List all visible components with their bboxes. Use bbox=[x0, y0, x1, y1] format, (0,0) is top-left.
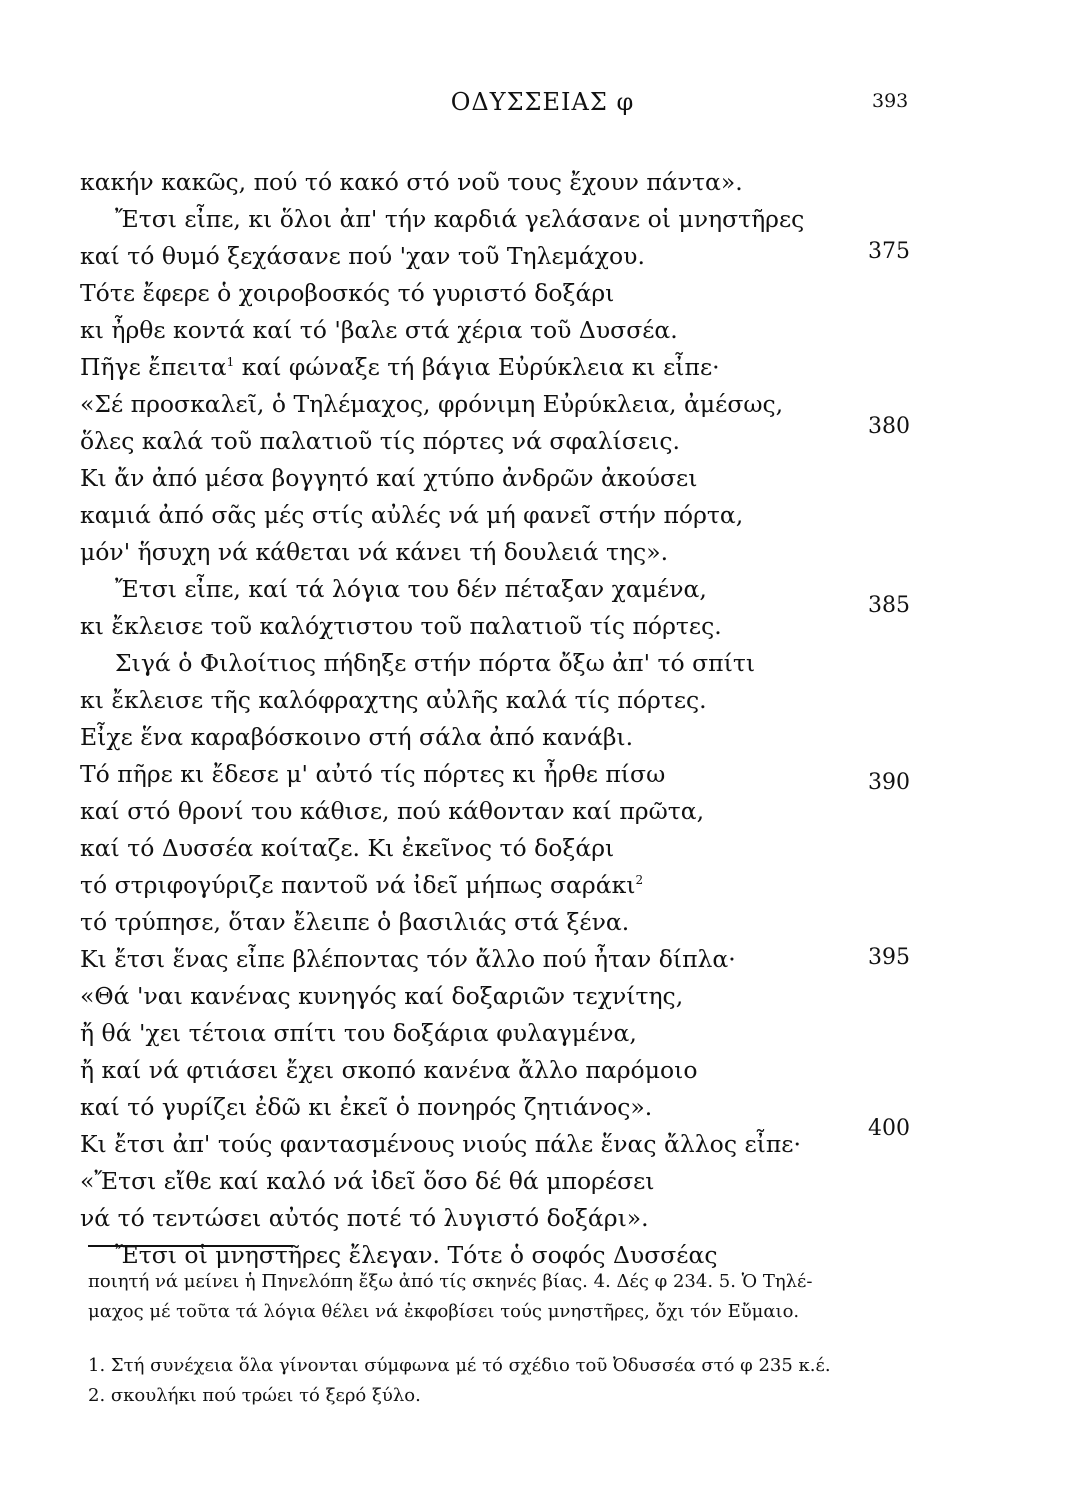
verse-line: ἤ καί νά φτιάσει ἔχει σκοπό κανένα ἄλλο παρόμοιο bbox=[80, 1056, 698, 1084]
verse-line: καί τό Δυσσέα κοίταζε. Κι ἐκεῖνος τό δοξάρι bbox=[80, 834, 615, 862]
line-number: 395 bbox=[868, 945, 910, 970]
line-number: 385 bbox=[868, 593, 910, 618]
footnote-ref: 1 bbox=[226, 355, 235, 370]
page-number: 393 bbox=[872, 90, 909, 112]
verse-line: καί στό θρονί του κάθισε, πού κάθονταν καί πρῶτα, bbox=[80, 797, 705, 825]
verse-line: τό στριφογύριζε παντοῦ νά ἰδεῖ μήπως σαράκι$^2$ bbox=[80, 871, 644, 899]
verse-line: Τό πῆρε κι ἔδεσε μ' αὐτό τίς πόρτες κι ἦρθε πίσω bbox=[80, 760, 666, 788]
verse-line: μόν' ἥσυχη νά κάθεται νά κάνει τή δουλειά της». bbox=[80, 538, 669, 566]
verse-line: Ἔτσι οἱ μνηστῆρες ἔλεγαν. Τότε ὁ σοφός Δυσσέας bbox=[115, 1241, 718, 1269]
verse-line: καί τό θυμό ξεχάσανε πού 'χαν τοῦ Τηλεμάχου. bbox=[80, 242, 645, 270]
verse-line: ὅλες καλά τοῦ παλατιοῦ τίς πόρτες νά σφαλίσεις. bbox=[80, 427, 680, 455]
verse-line: νά τό τεντώσει αὐτός ποτέ τό λυγιστό δοξάρι». bbox=[80, 1204, 649, 1232]
verse-line: Κι ἔτσι ἀπ' τούς φαντασμένους νιούς πάλε ἕνας ἄλλος εἶπε· bbox=[80, 1130, 801, 1158]
line-number: 375 bbox=[868, 239, 910, 264]
verse-line: κι ἦρθε κοντά καί τό 'βαλε στά χέρια τοῦ Δυσσέα. bbox=[80, 316, 678, 344]
verse-line: Πῆγε ἔπειτα$^1$ καί φώναξε τή βάγια Εὐρύκλεια κι εἶπε· bbox=[80, 353, 720, 381]
footnote-divider bbox=[88, 1245, 293, 1247]
verse-line: Εἶχε ἕνα καραβόσκοινο στή σάλα ἀπό κανάβι. bbox=[80, 723, 634, 751]
line-number: 380 bbox=[868, 414, 910, 439]
verse-line: καμιά ἀπό σᾶς μές στίς αὐλές νά μή φανεῖ στήν πόρτα, bbox=[80, 501, 744, 529]
footnote: 1. Στή συνέχεια ὅλα γίνονται σύμφωνα μέ τό σχέδιο τοῦ Ὀδυσσέα στό φ 235 κ.έ. bbox=[88, 1355, 831, 1376]
verse-line: «Θά 'ναι κανένας κυνηγός καί δοξαριῶν τεχνίτης, bbox=[80, 982, 684, 1010]
verse-line: Κι ἔτσι ἕνας εἶπε βλέποντας τόν ἄλλο πού ἦταν δίπλα· bbox=[80, 945, 736, 973]
footnote-continued: μαχος μέ τοῦτα τά λόγια θέλει νά ἐκφοβίσει τούς μνηστῆρες, ὄχι τόν Εὔμαιο. bbox=[88, 1301, 800, 1322]
verse-line: Ἔτσι εἶπε, καί τά λόγια του δέν πέταξαν χαμένα, bbox=[115, 575, 707, 603]
footnote-continued: ποιητή νά μείνει ἡ Πηνελόπη ἔξω ἀπό τίς σκηνές βίας. 4. Δές φ 234. 5. Ὁ Τηλέ- bbox=[88, 1271, 813, 1292]
verse-line: κι ἔκλεισε τοῦ καλόχτιστου τοῦ παλατιοῦ τίς πόρτες. bbox=[80, 612, 722, 640]
verse-line: Ἔτσι εἶπε, κι ὅλοι ἀπ' τήν καρδιά γελάσανε οἱ μνηστῆρες bbox=[115, 205, 805, 233]
verse-line: «Ἔτσι εἴθε καί καλό νά ἰδεῖ ὅσο δέ θά μπορέσει bbox=[80, 1167, 655, 1195]
verse-line: «Σέ προσκαλεῖ, ὁ Τηλέμαχος, φρόνιμη Εὐρύκλεια, ἀμέσως, bbox=[80, 390, 784, 418]
footnote-ref: 2 bbox=[635, 873, 644, 888]
line-number: 390 bbox=[868, 770, 910, 795]
verse-line: Κι ἄν ἀπό μέσα βογγητό καί χτύπο ἀνδρῶν ἀκούσει bbox=[80, 464, 698, 492]
running-header-title: ΟΔΥΣΣΕΙΑΣ φ bbox=[450, 88, 635, 116]
verse-line: καί τό γυρίζει ἐδῶ κι ἐκεῖ ὁ πονηρός ζητιάνος». bbox=[80, 1093, 653, 1121]
verse-line: ἤ θά 'χει τέτοια σπίτι του δοξάρια φυλαγμένα, bbox=[80, 1019, 637, 1047]
footnote: 2. σκουλήκι πού τρώει τό ξερό ξύλο. bbox=[88, 1385, 421, 1406]
verse-line: Σιγά ὁ Φιλοίτιος πήδηξε στήν πόρτα ὄξω ἀπ' τό σπίτι bbox=[115, 649, 756, 677]
verse-line: τό τρύπησε, ὅταν ἔλειπε ὁ βασιλιάς στά ξένα. bbox=[80, 908, 630, 936]
verse-line: Τότε ἔφερε ὁ χοιροβοσκός τό γυριστό δοξάρι bbox=[80, 279, 615, 307]
verse-line: κι ἔκλεισε τῆς καλόφραχτης αὐλῆς καλά τίς πόρτες. bbox=[80, 686, 707, 714]
line-number: 400 bbox=[868, 1116, 910, 1141]
verse-line: κακήν κακῶς, πού τό κακό στό νοῦ τους ἔχουν πάντα». bbox=[80, 168, 743, 196]
